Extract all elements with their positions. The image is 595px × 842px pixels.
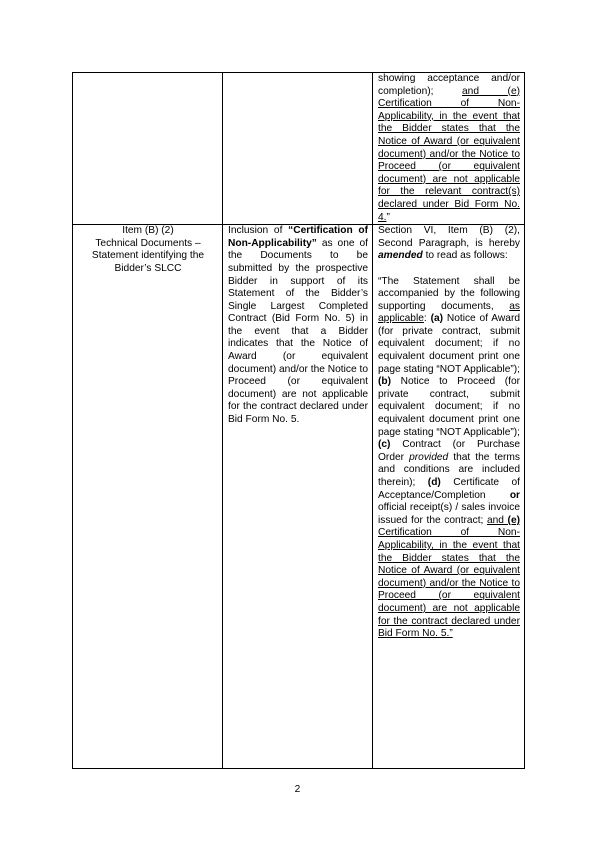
item-title-line: Statement identifying the	[91, 250, 205, 262]
text-run: ”	[386, 211, 390, 223]
text-run: (b)	[378, 376, 392, 388]
text-run: official receipt(s) / sales invoice issued for the contract;	[378, 502, 520, 526]
text-run: provided	[409, 451, 449, 463]
text-run: “The Statement shall be accompanied by the following supporting documents,	[378, 275, 520, 312]
text-run: that the terms and conditions are included therein);	[378, 451, 520, 488]
page-number: 2	[294, 784, 301, 795]
text-run: Inclusion of	[228, 225, 289, 237]
text-run: Notice to Proceed (for private contract, submit equivalent document; if no equivalent document print one page stating “NOT Applicable”);	[378, 376, 520, 438]
text-run: (c)	[378, 439, 391, 451]
row2-amendment-cell	[373, 225, 525, 769]
row2-item-cell	[73, 225, 223, 769]
amendment-text	[378, 276, 520, 641]
text-run: as one of the Documents to be submitted by the prospective Bidder in support of its Statement of the Bidder’s Single Largest Completed Contract (Bid Form No. 5) in the event that a Bidder indicates that the Notice of Award (or equivalent document) and/or the Notice to Proceed (or equivalent document) are not applicable for the contract declared under Bid Form No. 5.	[228, 237, 368, 426]
text-run: Notice of Award (for private contract, submit equivalent document; if no equivalent document print one page stating “NOT Applicable”);	[378, 313, 520, 375]
text-run: or	[509, 489, 520, 501]
amendment-intro	[378, 225, 520, 263]
amendment-table	[72, 72, 525, 769]
text-run: (a)	[430, 313, 444, 325]
table-row	[73, 225, 525, 769]
text-run: as applicable	[378, 300, 520, 325]
text-run: (d)	[427, 477, 441, 488]
text-run: :	[423, 313, 431, 325]
text-run: and	[462, 85, 508, 97]
item-number: Item (B) (2)	[122, 225, 174, 237]
paragraph-gap	[378, 263, 520, 276]
text-run: to read as follows:	[422, 250, 508, 262]
text-run: Contract (or Purchase Order	[378, 439, 520, 463]
text-run: and	[486, 514, 508, 526]
text-run: “Certification of Non-Applicability”	[228, 225, 368, 249]
item-title-line: Bidder’s SLCC	[114, 262, 182, 274]
text-run: Section VI, Item (B) (2), Second Paragraph, is hereby	[378, 225, 520, 249]
text-run: (e) Certification of Non-Applicability, in the event that the Bidder states that the Notice of Award (or equivalent document) and/or the Notice to Proceed (or equivalent document) are not applicable for the relevant contract(s) declared under Bid Form No. 4.	[378, 85, 520, 223]
row1-col2-cell	[223, 73, 373, 225]
text-run: Certification of Non-Applicability, in the event that the Bidder states that the Notice of Award (or equivalent document) and/or the Notice to Proceed (or equivalent document) are not applicable for the contract declared under Bid Form No. 5.”	[378, 527, 520, 640]
row2-description-cell	[223, 225, 373, 769]
text-run: Certificate of Acceptance/Completion	[378, 477, 520, 501]
text-run: showing acceptance and/or completion);	[378, 73, 520, 97]
row1-col3-cell	[373, 73, 525, 225]
table-row	[73, 73, 525, 225]
text-run: amended	[378, 250, 423, 262]
row1-col3-text	[378, 73, 520, 224]
text-run: (e)	[507, 514, 520, 526]
row1-col1-cell	[73, 73, 223, 225]
description-text	[228, 225, 368, 427]
item-title-line: Technical Documents –	[95, 237, 201, 249]
